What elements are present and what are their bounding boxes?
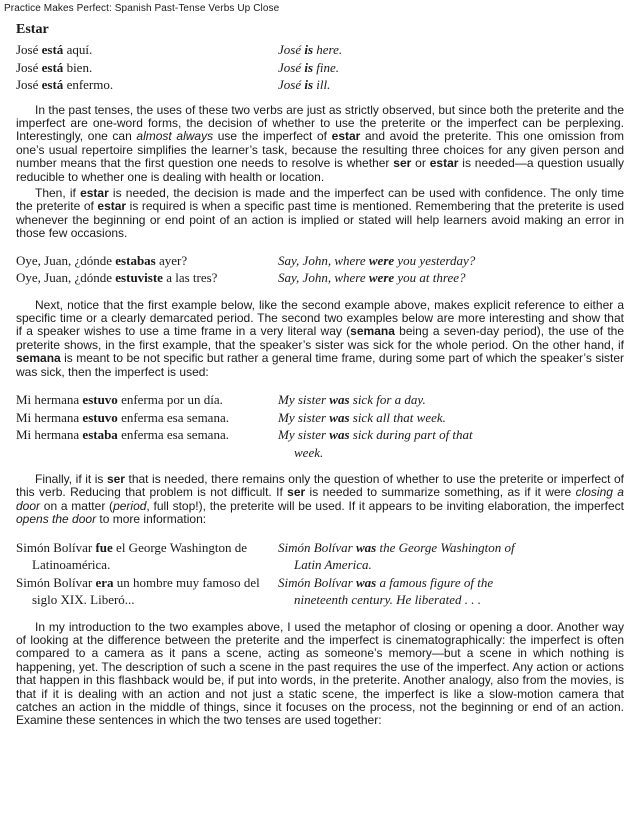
english-translation: Simón Bolívar was a famous figure of the nineteenth century. He liberated . . . — [278, 574, 494, 608]
paragraph-estar-imperfect: Then, if estar is needed, the decision is made and the imperfect can be used with confidence. The only time the preterite of estar is required is when a specific past time is mentioned. Remembering that the preterite is used whenever the beginning or end point of an action is implied or stated will help learners avoid making an error in those few occasions. — [16, 185, 624, 241]
example-row — [16, 539, 624, 574]
english-translation: My sister was sick during part of that week. — [278, 427, 473, 460]
spanish-example: Mi hermana estuvo enferma por un día. — [16, 392, 223, 407]
english-translation: My sister was sick for a day. — [278, 392, 426, 407]
english-translation: My sister was sick all that week. — [278, 409, 446, 425]
english-translation: Say, John, where were you at three? — [278, 270, 466, 286]
example-row — [16, 426, 624, 461]
english-translation: José is fine. — [278, 59, 340, 75]
spanish-example: Oye, Juan, ¿dónde estuviste a las tres? — [16, 270, 218, 286]
spanish-example: José está enfermo. — [16, 77, 114, 92]
example-row — [16, 76, 624, 94]
hermana-examples — [16, 391, 624, 461]
spanish-example: José está aquí. — [16, 42, 93, 57]
paragraph-time-frame: Next, notice that the first example below, like the second example above, makes explicit reference to either a specific time or a clearly demarcated period. The second two examples below are more interesting and show that if a speaker wishes to use a time frame in a very literal way (semana being a seven-day period), the use of the preterite shows, in the first example, that the speaker’s sister was sick for the whole period. On the other hand, if semana is meant to be not specific but rather a general time frame, during some part of which the speaker’s sister was sick, then the imperfect is used: — [16, 297, 624, 379]
spanish-example: José está bien. — [16, 59, 93, 75]
english-translation: José is ill. — [278, 77, 331, 92]
estar-examples — [16, 41, 624, 94]
english-translation: Say, John, where were you yesterday? — [278, 252, 476, 268]
spanish-example: Mi hermana estaba enferma esa semana. — [16, 427, 229, 442]
page-content — [16, 22, 624, 728]
example-row — [16, 409, 624, 427]
paragraph-tense-choice: In the past tenses, the uses of these two verbs are just as strictly observed, but since both the preterite and the imperfect are one-word forms, the decision of whether to use the preterite or the imperfect can be perplexing. Interestingly, one can almost always use the imperfect of estar and avoid the preterite. This one omission from one’s usual repertoire simplifies the learner’s task, because the resulting three choices for any given person and number means that the first question one needs to resolve is whether ser or estar is needed—a question usually reducible to whether one is dealing with health or location. — [16, 102, 624, 184]
spanish-example: Mi hermana estuvo enferma esa semana. — [16, 409, 229, 425]
spanish-example: Simón Bolívar era un hombre muy famoso del siglo XIX. Liberó... — [16, 574, 260, 608]
juan-examples — [16, 252, 624, 287]
running-title: Practice Makes Perfect: Spanish Past-Tense Verbs Up Close — [4, 3, 280, 14]
spanish-example: Oye, Juan, ¿dónde estabas ayer? — [16, 252, 188, 268]
english-translation: Simón Bolívar was the George Washington of Latin America. — [278, 539, 515, 573]
paragraph-ser-choice: Finally, if it is ser that is needed, there remains only the question of whether to use the preterite or imperfect of this verb. Reducing that problem is not difficult. If ser is needed to summarize something, as if it were closing a door on a matter (period, full stop!), the preterite will be used. If it appears to be inviting elaboration, the imperfect opens the door to more information: — [16, 472, 624, 527]
section-heading: Estar — [16, 22, 49, 37]
paragraph-cinematic-analogy: In my introduction to the two examples above, I used the metaphor of closing or opening a door. Another way of looking at the difference between the preterite and the imperfect is cinematographically: the imperfect is often compared to a camera as it pans a scene, acting as someone’s memory—but a scene in which nothing is happening, yet. The description of such a scene in the past requires the use of the imperfect. Any action or actions that happen in this flashback would be, if put into words, in the preterite. Another analogy, also from the movies, is that if it is dealing with an action and not just a static scene, the imperfect is like a slow-motion camera that catches an action in the middle of things, since it focuses on the process, not the beginning or end of an action. Examine these sentences in which the two tenses are used together: — [16, 619, 624, 728]
spanish-example: Simón Bolívar fue el George Washington de Latinoamérica. — [16, 539, 248, 573]
example-row — [16, 41, 624, 59]
example-row — [16, 252, 624, 270]
english-translation: José is here. — [278, 42, 343, 57]
example-row — [16, 391, 624, 409]
example-row — [16, 59, 624, 77]
example-row — [16, 574, 624, 609]
example-row — [16, 269, 624, 287]
bolivar-examples — [16, 539, 624, 609]
